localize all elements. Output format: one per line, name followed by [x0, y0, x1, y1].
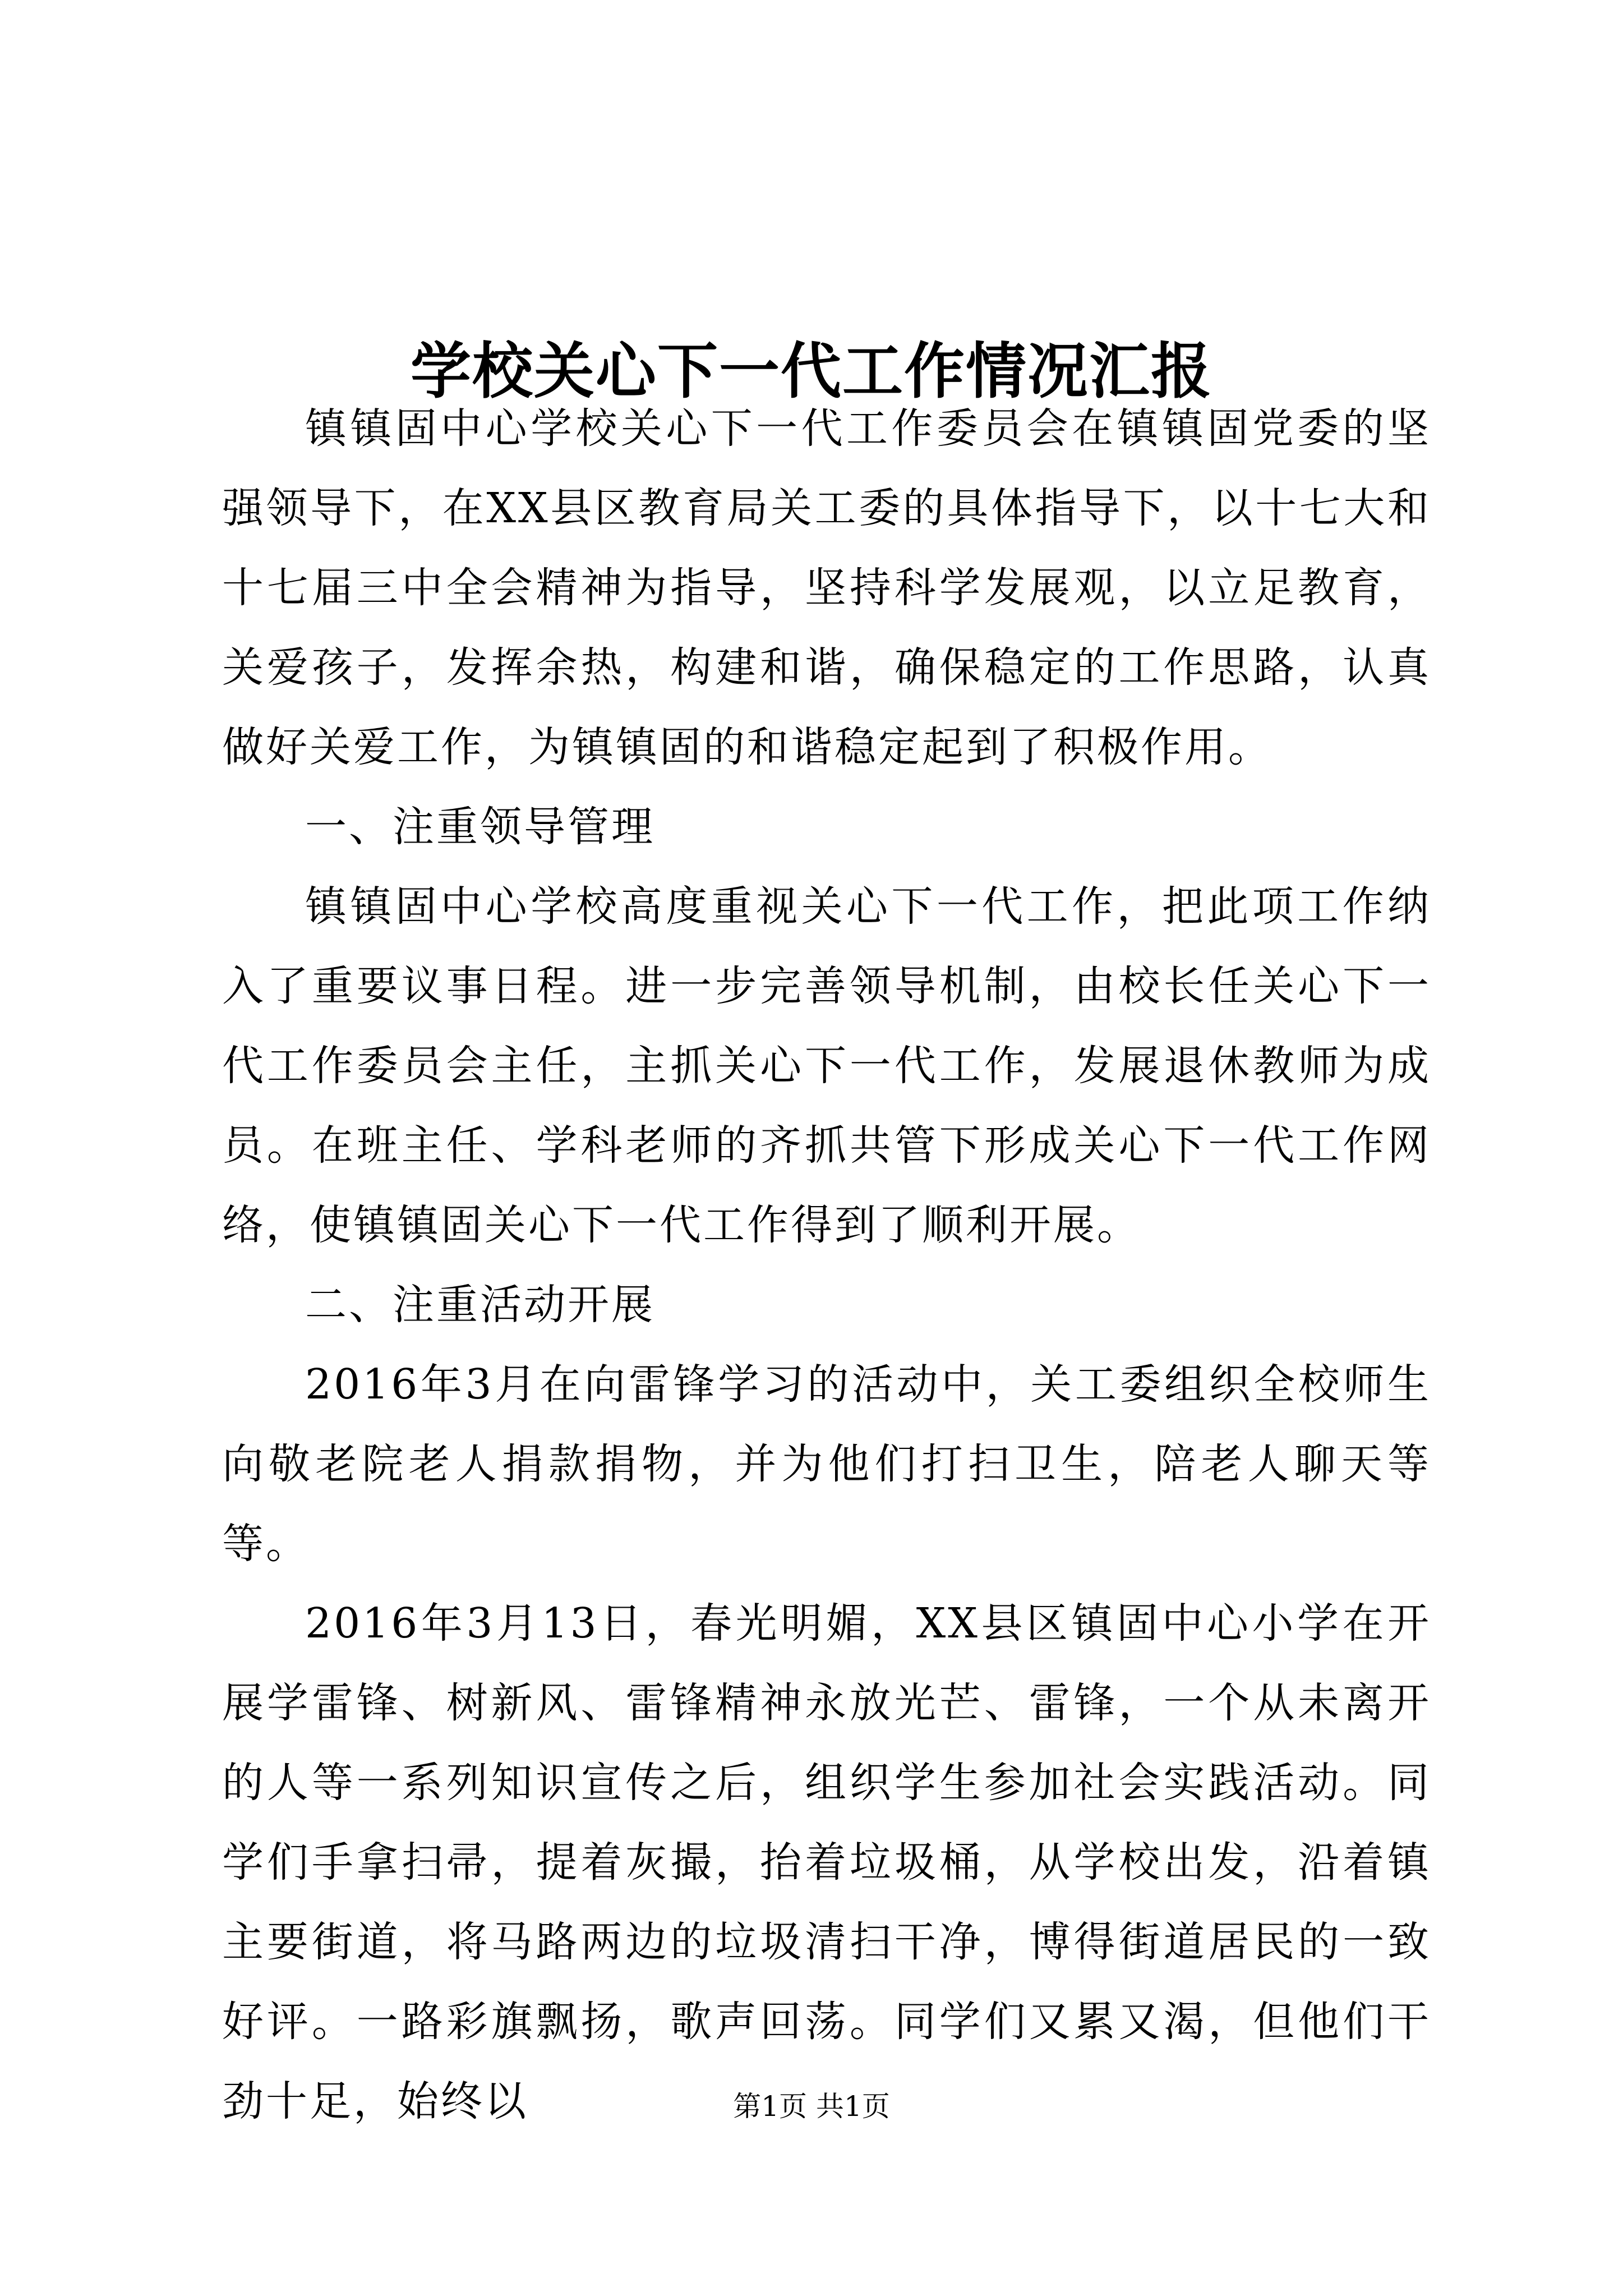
paragraph-intro: 镇镇固中心学校关心下一代工作委员会在镇镇固党委的坚强领导下，在XX县区教育局关工委的具体指导下，以十七大和十七届三中全会精神为指导，坚持科学发展观，以立足教育，关爱孩子，发挥余热，构建和谐，确保稳定的工作思路，认真做好关爱工作，为镇镇固的和谐稳定起到了积极作用。 — [222, 404, 1431, 771]
document-body — [222, 389, 1431, 2141]
paragraph-activity-2: 2016年3月13日，春光明媚，XX县区镇固中心小学在开展学雷锋、树新风、雷锋精神永放光芒、雷锋，一个从未离开的人等一系列知识宣传之后，组织学生参加社会实践活动。同学们手拿扫帚，提着灰撮，抬着垃圾桶，从学校出发，沿着镇主要街道，将马路两边的垃圾清扫干净，博得街道居民的一致好评。一路彩旗飘扬，歌声回荡。同学们又累又渴，但他们干劲十足，始终以 — [222, 1599, 1431, 2125]
document-title: 学校关心下一代工作情况汇报 — [410, 336, 1212, 407]
paragraph-leadership: 镇镇固中心学校高度重视关心下一代工作，把此项工作纳入了重要议事日程。进一步完善领导机制，由校长任关心下一代工作委员会主任，主抓关心下一代工作，发展退休教师为成员。在班主任、学科老师的齐抓共管下形成关心下一代工作网络，使镇镇固关心下一代工作得到了顺利开展。 — [222, 882, 1431, 1249]
page-footer: 第1页 共1页 — [733, 2090, 890, 2123]
paragraph-activity-1: 2016年3月在向雷锋学习的活动中，关工委组织全校师生向敬老院老人捐款捐物，并为他们打扫卫生，陪老人聊天等等。 — [222, 1360, 1431, 1568]
section-heading-1: 一、注重领导管理 — [305, 803, 655, 851]
section-heading-2: 二、注重活动开展 — [305, 1281, 655, 1329]
